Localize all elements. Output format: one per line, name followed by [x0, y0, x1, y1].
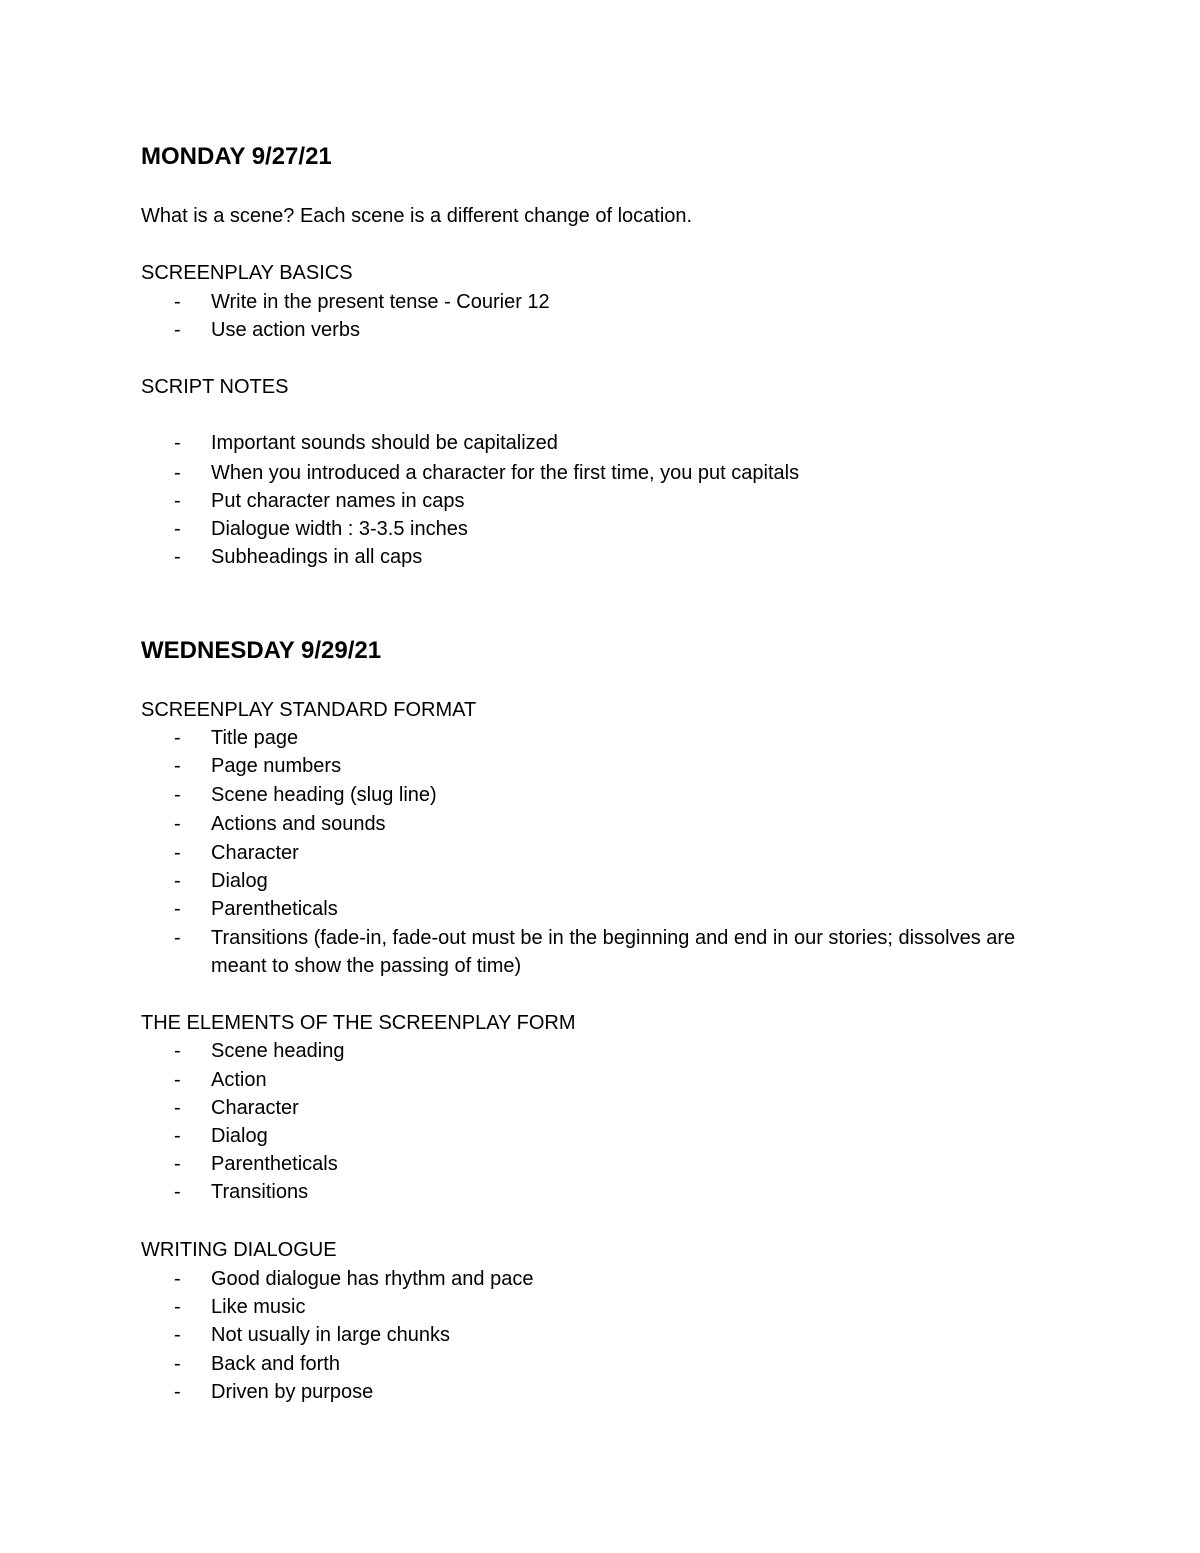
bullet-dash: -: [174, 727, 181, 749]
bullet-dash: -: [174, 518, 181, 540]
bullet-dash: -: [174, 1125, 181, 1147]
list-item: Title page: [211, 727, 299, 749]
bullet-dash: -: [174, 1153, 181, 1175]
list-item: Scene heading (slug line): [211, 784, 437, 806]
bullet-dash: -: [174, 1353, 181, 1375]
list-item: When you introduced a character for the first time, you put capitals: [211, 462, 800, 484]
list-item: Character: [211, 1097, 299, 1119]
list-item: Dialogue width : 3-3.5 inches: [211, 518, 468, 540]
bullet-dash: -: [174, 291, 181, 313]
list-item: Parentheticals: [211, 1153, 338, 1175]
bullet-dash: -: [174, 813, 181, 835]
list-item: Good dialogue has rhythm and pace: [211, 1268, 534, 1290]
list-item: Transitions (fade-in, fade-out must be in the beginning and end in our stories; dissolves are meant to show the passing of time): [211, 927, 1016, 977]
bullet-dash: -: [174, 432, 181, 454]
bullet-dash: -: [174, 490, 181, 512]
list-item: Parentheticals: [211, 898, 338, 920]
writing-dialogue-title: WRITING DIALOGUE: [141, 1239, 337, 1261]
list-item: Driven by purpose: [211, 1381, 374, 1403]
bullet-dash: -: [174, 1097, 181, 1119]
script-notes-title: SCRIPT NOTES: [141, 376, 289, 398]
list-item: Transitions: [211, 1181, 309, 1203]
bullet-dash: -: [174, 1069, 181, 1091]
list-item: Character: [211, 842, 299, 864]
bullet-dash: -: [174, 1324, 181, 1346]
list-item: Like music: [211, 1296, 306, 1318]
elements-title: THE ELEMENTS OF THE SCREENPLAY FORM: [141, 1012, 576, 1034]
bullet-dash: -: [174, 784, 181, 806]
list-item: Use action verbs: [211, 319, 360, 341]
bullet-dash: -: [174, 1296, 181, 1318]
list-item: Not usually in large chunks: [211, 1324, 451, 1346]
list-item: Dialog: [211, 1125, 268, 1147]
screenplay-basics-title: SCREENPLAY BASICS: [141, 262, 353, 284]
monday-intro: What is a scene? Each scene is a different change of location.: [141, 205, 693, 227]
list-item: Write in the present tense - Courier 12: [211, 291, 550, 313]
list-item: Actions and sounds: [211, 813, 386, 835]
bullet-dash: -: [174, 1268, 181, 1290]
list-item: Subheadings in all caps: [211, 546, 423, 568]
bullet-dash: -: [174, 1181, 181, 1203]
bullet-dash: -: [174, 1381, 181, 1403]
bullet-dash: -: [174, 870, 181, 892]
bullet-dash: -: [174, 1040, 181, 1062]
list-item: Put character names in caps: [211, 490, 465, 512]
list-item: Scene heading: [211, 1040, 345, 1062]
list-item: Back and forth: [211, 1353, 340, 1375]
wednesday-heading: WEDNESDAY 9/29/21: [141, 637, 382, 664]
bullet-dash: -: [174, 898, 181, 920]
list-item: Important sounds should be capitalized: [211, 432, 558, 454]
list-item: Page numbers: [211, 755, 342, 777]
bullet-dash: -: [174, 462, 181, 484]
list-item: Action: [211, 1069, 267, 1091]
bullet-dash: -: [174, 546, 181, 568]
bullet-dash: -: [174, 755, 181, 777]
list-item: Dialog: [211, 870, 268, 892]
bullet-dash: -: [174, 927, 181, 949]
bullet-dash: -: [174, 319, 181, 341]
bullet-dash: -: [174, 842, 181, 864]
standard-format-title: SCREENPLAY STANDARD FORMAT: [141, 699, 477, 721]
monday-heading: MONDAY 9/27/21: [141, 143, 332, 170]
